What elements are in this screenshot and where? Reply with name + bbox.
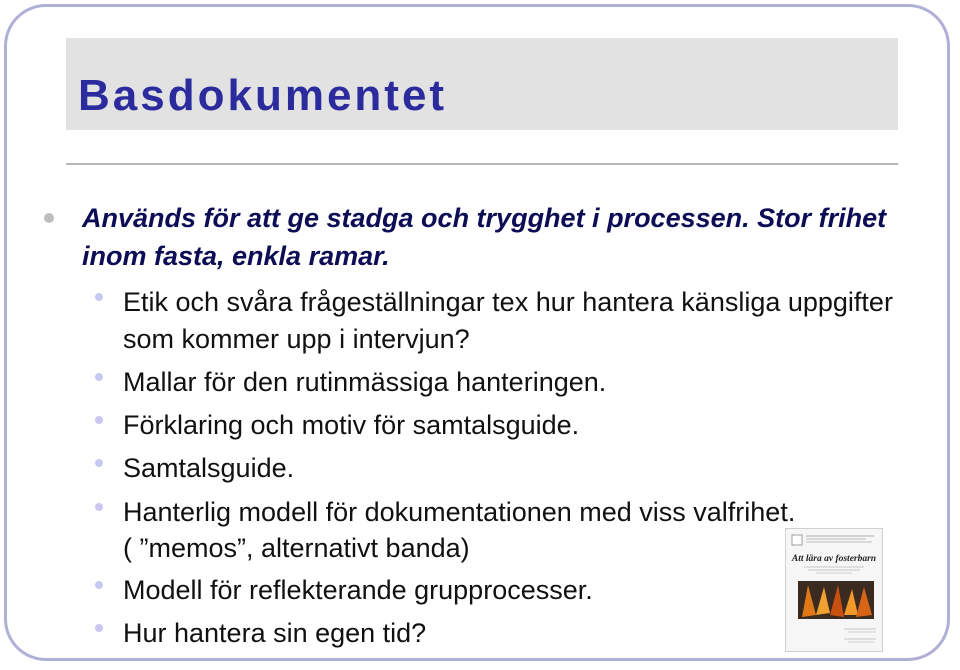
main-bullet-icon [44, 213, 54, 223]
sub-point-text: Mallar för den rutinmässiga hanteringen. [123, 367, 607, 397]
book-cover-art [786, 529, 882, 651]
slide-title: Basdokumentet [78, 71, 448, 120]
book-title: Att lära av fosterbarn [791, 554, 877, 564]
sub-point-text: Samtalsguide. [123, 453, 295, 483]
title-divider [66, 163, 898, 165]
bullet-icon [95, 624, 103, 632]
bullet-icon [95, 293, 103, 301]
bullet-icon [95, 416, 103, 424]
book-cover-image [785, 528, 883, 652]
sub-point-text: Förklaring och motiv för samtalsguide. [123, 410, 580, 440]
sub-point-text: Hanterlig modell för dokumentationen med viss valfrihet. [123, 497, 796, 527]
bullet-icon [95, 581, 103, 589]
sub-point-text: Hur hantera sin egen tid? [123, 618, 427, 648]
bullet-icon [95, 373, 103, 381]
bullet-icon [95, 503, 103, 511]
bullet-icon [95, 459, 103, 467]
sub-point-text: Modell för reflekterande grupprocesser. [123, 575, 593, 605]
main-point: Används för att ge stadga och trygghet i processen. Stor frihet inom fasta, enkla ramar. [82, 203, 887, 271]
sub-point-text: ( ”memos”, alternativt banda) [123, 533, 470, 563]
sub-point-text: Etik och svåra frågeställningar tex hur hantera känsliga uppgifter som kommer upp i intervjun? [123, 287, 893, 354]
